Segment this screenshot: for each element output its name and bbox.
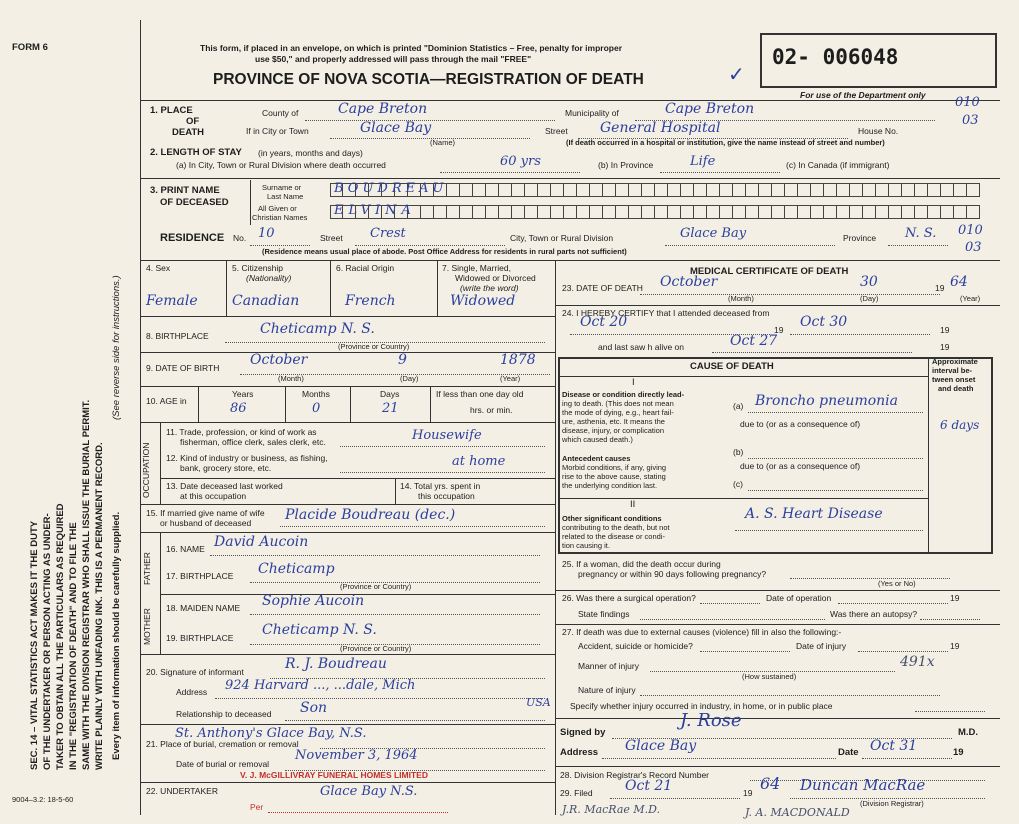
dob-year-value: 1878 bbox=[500, 352, 536, 368]
death-year-sub: (Year) bbox=[960, 294, 981, 303]
death-day-value: 30 bbox=[860, 274, 878, 290]
nature-label: Nature of injury bbox=[578, 685, 636, 695]
date-of-death-label: 23. DATE OF DEATH bbox=[562, 283, 643, 293]
occupation-label: OCCUPATION bbox=[141, 442, 151, 498]
due-to-1: due to (or as a consequence of) bbox=[740, 419, 861, 429]
occ13-label-2: at this occupation bbox=[180, 491, 247, 501]
father-name-value: David Aucoin bbox=[214, 534, 309, 550]
name16-label: 16. NAME bbox=[166, 544, 205, 554]
state-findings-label: State findings bbox=[578, 609, 630, 619]
given-name-cells bbox=[330, 205, 980, 219]
hrs-min-label: hrs. or min. bbox=[470, 405, 513, 415]
residence-note: (Residence means usual place of abode. Post Office Address for residents in rural parts not sufficient) bbox=[262, 247, 627, 256]
code-4: 03 bbox=[965, 240, 982, 255]
attended-to-19: 19 bbox=[940, 325, 950, 335]
birthplace-sub: (Province or Country) bbox=[338, 342, 410, 351]
injury-19: 19 bbox=[950, 641, 960, 651]
undertaker-signature: Glace Bay N.S. bbox=[320, 784, 418, 799]
stay-b-value: Life bbox=[690, 154, 716, 169]
q25-label-2: pregnancy or within 90 days following pregnancy? bbox=[578, 569, 767, 579]
disease-label-5: disease, injury, or complication bbox=[562, 426, 664, 435]
registrar-signature: Duncan MacRae bbox=[800, 776, 926, 794]
birthplace-value: Cheticamp N. S. bbox=[260, 321, 375, 337]
q28-label: 28. Division Registrar's Record Number bbox=[560, 770, 710, 780]
side-notice-3: TAKER TO OBTAIN ALL THE PARTICULARS AS REQUIRED bbox=[55, 503, 66, 770]
attended-from-value: Oct 20 bbox=[580, 314, 628, 330]
stay-c-label: (c) In Canada (if immigrant) bbox=[786, 160, 890, 170]
per-label: Per bbox=[250, 802, 264, 812]
other-conditions-value: A. S. Heart Disease bbox=[745, 506, 883, 522]
racial-label: 6. Racial Origin bbox=[336, 263, 395, 273]
stay-b-label: (b) In Province bbox=[598, 160, 654, 170]
antecedent-label-1: Antecedent causes bbox=[562, 454, 631, 463]
specify-label: Specify whether injury occurred in industry, in home, or in public place bbox=[570, 701, 833, 711]
manner-label: Manner of injury bbox=[578, 661, 639, 671]
industry-value: at home bbox=[452, 454, 506, 469]
street-value: General Hospital bbox=[600, 120, 721, 136]
marital-value: Widowed bbox=[450, 293, 516, 309]
q27-label: 27. If death was due to external causes (violence) fill in also the following:- bbox=[562, 627, 842, 637]
res-street-value: Crest bbox=[370, 226, 406, 241]
county-label: County of bbox=[262, 108, 299, 118]
print-code: 9004–3.2: 18-5-60 bbox=[12, 795, 74, 804]
code-491: 491x bbox=[900, 654, 935, 670]
disease-label-4: ure, asthenia, etc. It means the bbox=[562, 417, 665, 426]
form-title: PROVINCE OF NOVA SCOTIA—REGISTRATION OF DEATH bbox=[213, 71, 644, 88]
burial-date-value: November 3, 1964 bbox=[295, 748, 418, 763]
relationship-label: Relationship to deceased bbox=[176, 709, 272, 719]
house-no-label: House No. bbox=[858, 126, 899, 136]
stay-a-value: 60 yrs bbox=[500, 154, 541, 169]
last-saw-19: 19 bbox=[940, 342, 950, 352]
sig-address-value: Glace Bay bbox=[625, 738, 697, 754]
stay-a-label: (a) In City, Town or Rural Division where death occurred bbox=[176, 160, 386, 170]
months-label: Months bbox=[302, 389, 330, 399]
dob-month-sub: (Month) bbox=[278, 374, 304, 383]
occ11-label-2: fisherman, office clerk, sales clerk, etc. bbox=[180, 437, 326, 447]
sig-date-value: Oct 31 bbox=[870, 738, 918, 754]
usa-value: USA bbox=[526, 696, 551, 709]
sig-date-label: Date bbox=[838, 747, 859, 758]
side-notice-8: Every item of information should be carefully supplied. bbox=[111, 511, 122, 760]
mother-birthplace-value: Cheticamp N. S. bbox=[262, 622, 377, 638]
death-month-value: October bbox=[660, 274, 718, 290]
res-street-label: Street bbox=[320, 233, 343, 243]
birthplace-label: 8. BIRTHPLACE bbox=[146, 331, 209, 341]
sig-date-19: 19 bbox=[953, 747, 964, 758]
interval-label-3: tween onset bbox=[932, 375, 976, 384]
death-month-sub: (Month) bbox=[728, 294, 754, 303]
bottom-signature-1: J.R. MacRae M.D. bbox=[562, 803, 661, 816]
citizenship-value: Canadian bbox=[232, 293, 300, 309]
cause-of-death-title: CAUSE OF DEATH bbox=[690, 361, 774, 372]
occ14-label-1: 14. Total yrs. spent in bbox=[400, 481, 481, 491]
form-id: FORM 6 bbox=[12, 42, 48, 53]
informant-label: 20. Signature of informant bbox=[146, 667, 244, 677]
cause-a-marker: (a) bbox=[733, 401, 744, 411]
place-label-2: OF bbox=[186, 116, 200, 127]
citizenship-label-2: (Nationality) bbox=[246, 273, 292, 283]
other-label-3: related to the disease or condi- bbox=[562, 532, 665, 541]
interval-a-value: 6 days bbox=[940, 418, 980, 432]
racial-value: French bbox=[345, 293, 396, 309]
last-saw-value: Oct 27 bbox=[730, 333, 778, 349]
cause-b-marker: (b) bbox=[733, 447, 744, 457]
cause-a-value: Broncho pneumonia bbox=[755, 393, 898, 409]
birthplace17-label: 17. BIRTHPLACE bbox=[166, 571, 234, 581]
roman-2: II bbox=[630, 499, 636, 510]
wife-label-1: 15. If married give name of wife bbox=[146, 508, 265, 518]
dob-day-value: 9 bbox=[398, 352, 407, 368]
marital-label-3: (write the word) bbox=[460, 283, 519, 293]
given-label-2: Christian Names bbox=[252, 213, 308, 222]
antecedent-label-3: rise to the above cause, stating bbox=[562, 472, 666, 481]
sex-value: Female bbox=[146, 293, 198, 309]
disease-label-2: ing to death. (This does not mean bbox=[562, 399, 674, 408]
code-3: 010 bbox=[958, 223, 983, 238]
print-name-label-2: OF DECEASED bbox=[160, 197, 229, 208]
residence-label: RESIDENCE bbox=[160, 232, 225, 244]
occ11-label-1: 11. Trade, profession, or kind of work as bbox=[166, 427, 317, 437]
registration-number-box bbox=[760, 33, 997, 88]
registrar-sub: (Division Registrar) bbox=[860, 799, 924, 808]
code-2: 03 bbox=[962, 113, 979, 128]
due-to-2: due to (or as a consequence of) bbox=[740, 461, 861, 471]
occ12-label-1: 12. Kind of industry or business, as fishing, bbox=[166, 453, 328, 463]
surname-label-2: Last Name bbox=[267, 192, 304, 201]
mother-label: MOTHER bbox=[142, 608, 152, 645]
q25-label-1: 25. If a woman, did the death occur during bbox=[562, 559, 721, 569]
other-label-1: Other significant conditions bbox=[562, 514, 662, 523]
years-label: Years bbox=[232, 389, 254, 399]
occ12-label-2: bank, grocery store, etc. bbox=[180, 463, 272, 473]
how-sustained-sub: (How sustained) bbox=[742, 672, 797, 681]
disease-label-3: the mode of dying, e.g., heart fail- bbox=[562, 408, 674, 417]
city-label: If in City or Town bbox=[246, 126, 309, 136]
surname-label-1: Surname or bbox=[262, 183, 302, 192]
dob-month-value: October bbox=[250, 352, 308, 368]
code-1: 010 bbox=[955, 95, 980, 110]
burial-date-label: Date of burial or removal bbox=[176, 759, 270, 769]
street-label: Street bbox=[545, 126, 568, 136]
yes-no-sub: (Yes or No) bbox=[878, 579, 916, 588]
date-of-operation-label: Date of operation bbox=[766, 593, 832, 603]
length-of-stay-label: 2. LENGTH OF STAY bbox=[150, 147, 242, 158]
marital-label-2: Widowed or Divorced bbox=[455, 273, 536, 283]
place-label-3: DEATH bbox=[172, 127, 205, 138]
sig-address-label: Address bbox=[560, 747, 599, 758]
province-label: Province bbox=[843, 233, 877, 243]
city-name-sub: (Name) bbox=[430, 138, 456, 147]
interval-label-2: interval be- bbox=[932, 366, 973, 375]
disease-label-6: which caused death.) bbox=[562, 435, 633, 444]
last-saw-label: and last saw h alive on bbox=[598, 342, 684, 352]
signed-by-label: Signed by bbox=[560, 727, 606, 738]
marital-label-1: 7. Single, Married, bbox=[442, 263, 511, 273]
print-name-label-1: 3. PRINT NAME bbox=[150, 185, 220, 196]
given-names-value: ELVINA bbox=[334, 203, 416, 218]
given-label-1: All Given or bbox=[258, 204, 297, 213]
informant-address-label: Address bbox=[176, 687, 208, 697]
death-year-prefix: 19 bbox=[935, 283, 945, 293]
side-notice-1: SEC. 14 – VITAL STATISTICS ACT MAKES IT THE DUTY bbox=[29, 520, 40, 770]
accident-label: Accident, suicide or homicide? bbox=[578, 641, 693, 651]
filed-19: 19 bbox=[743, 788, 753, 798]
date-of-injury-label: Date of injury bbox=[796, 641, 847, 651]
death-year-value: 64 bbox=[950, 274, 968, 290]
occ14-label-2: this occupation bbox=[418, 491, 475, 501]
dept-use: For use of the Department only bbox=[800, 90, 926, 100]
father-birthplace-value: Cheticamp bbox=[258, 561, 335, 577]
county-value: Cape Breton bbox=[338, 101, 428, 117]
municipality-label: Municipality of bbox=[565, 108, 619, 118]
side-notice-2: OF THE UNDERTAKER OR PERSON ACTING AS UNDER- bbox=[42, 513, 53, 770]
res-city-label: City, Town or Rural Division bbox=[510, 233, 614, 243]
burial-place-label: 21. Place of burial, cremation or removal bbox=[146, 739, 299, 749]
autopsy-label: Was there an autopsy? bbox=[830, 609, 918, 619]
antecedent-label-4: the underlying condition last. bbox=[562, 481, 658, 490]
check-mark-icon: ✓ bbox=[728, 64, 745, 86]
md-label: M.D. bbox=[958, 727, 979, 738]
res-city-value: Glace Bay bbox=[680, 226, 747, 241]
burial-place-value: St. Anthony's Glace Bay, N.S. bbox=[175, 726, 367, 741]
wife-husband-value: Placide Boudreau (dec.) bbox=[285, 507, 456, 523]
undertaker-label: 22. UNDERTAKER bbox=[146, 786, 218, 796]
funeral-home-stamp: V. J. McGILLIVRAY FUNERAL HOMES LIMITED bbox=[240, 770, 428, 780]
filed-year-value: 64 bbox=[760, 774, 781, 793]
hospital-note: (If death occurred in a hospital or institution, give the name instead of street and number) bbox=[566, 138, 885, 147]
municipality-value: Cape Breton bbox=[665, 101, 755, 117]
length-of-stay-sub: (in years, months and days) bbox=[258, 148, 363, 158]
res-no-value: 10 bbox=[258, 226, 275, 241]
informant-value: R. J. Boudreau bbox=[285, 656, 387, 672]
dob-year-sub: (Year) bbox=[500, 374, 521, 383]
less-than-day-label: If less than one day old bbox=[436, 389, 524, 399]
dob-day-sub: (Day) bbox=[400, 374, 419, 383]
bottom-signature-2: J. A. MACDONALD bbox=[745, 806, 850, 819]
informant-address-value: 924 Harvard ..., ...dale, Mich bbox=[225, 678, 416, 693]
interval-label-4: and death bbox=[938, 384, 974, 393]
maiden18-label: 18. MAIDEN NAME bbox=[166, 603, 241, 613]
envelope-note-2: use $50," and properly addressed will pass through the mail "FREE" bbox=[255, 54, 532, 64]
death-day-sub: (Day) bbox=[860, 294, 879, 303]
filed-date-value: Oct 21 bbox=[625, 778, 673, 794]
age-days-value: 21 bbox=[382, 401, 399, 416]
relationship-value: Son bbox=[300, 700, 328, 716]
envelope-note-1: This form, if placed in an envelope, on which is printed "Dominion Statistics – Free, penalty for improper bbox=[200, 43, 623, 53]
citizenship-label-1: 5. Citizenship bbox=[232, 263, 284, 273]
birthplace17-sub: (Province or Country) bbox=[340, 582, 412, 591]
occupation-value: Housewife bbox=[412, 428, 482, 443]
attended-to-value: Oct 30 bbox=[800, 314, 848, 330]
res-province-value: N. S. bbox=[905, 226, 937, 241]
father-label: FATHER bbox=[142, 552, 152, 585]
side-notice-4: IN THE "REGISTRATION OF DEATH" AND TO FILE THE bbox=[68, 522, 79, 770]
birthplace19-sub: (Province or Country) bbox=[340, 644, 412, 653]
cause-c-marker: (c) bbox=[733, 479, 743, 489]
q26-label: 26. Was there a surgical operation? bbox=[562, 593, 696, 603]
medical-cert-title: MEDICAL CERTIFICATE OF DEATH bbox=[690, 266, 849, 277]
certify-label: 24. I HEREBY CERTIFY that I attended deceased from bbox=[562, 308, 770, 318]
res-no-label: No. bbox=[233, 233, 247, 243]
side-notice-7: (See reverse side for instructions.) bbox=[111, 275, 122, 420]
other-label-4: tion causing it. bbox=[562, 541, 610, 550]
days-label: Days bbox=[380, 389, 400, 399]
attended-from-19: 19 bbox=[774, 325, 784, 335]
sex-label: 4. Sex bbox=[146, 263, 171, 273]
operation-19: 19 bbox=[950, 593, 960, 603]
mother-maiden-value: Sophie Aucoin bbox=[262, 593, 365, 609]
disease-label-1: Disease or condition directly lead- bbox=[562, 390, 685, 399]
occ13-label-1: 13. Date deceased last worked bbox=[166, 481, 283, 491]
registration-number: 02- 006048 bbox=[772, 45, 899, 69]
dob-label: 9. DATE OF BIRTH bbox=[146, 363, 220, 373]
birthplace19-label: 19. BIRTHPLACE bbox=[166, 633, 234, 643]
side-notice-5: SAME WITH THE DIVISION REGISTRAR WHO SHALL ISSUE THE BURIAL PERMIT. bbox=[81, 399, 92, 770]
place-label-1: 1. PLACE bbox=[150, 105, 193, 116]
signer-signature: J. Rose bbox=[680, 710, 742, 731]
antecedent-label-2: Morbid conditions, if any, giving bbox=[562, 463, 667, 472]
age-label: 10. AGE in bbox=[146, 396, 187, 406]
interval-label-1: Approximate bbox=[932, 357, 978, 366]
roman-1: I bbox=[632, 377, 635, 388]
age-months-value: 0 bbox=[312, 401, 321, 416]
q29-label: 29. Filed bbox=[560, 788, 593, 798]
other-label-2: contributing to the death, but not bbox=[562, 523, 670, 532]
age-years-value: 86 bbox=[230, 401, 247, 416]
surname-value: BOUDREAU bbox=[334, 181, 448, 196]
wife-label-2: or husband of deceased bbox=[160, 518, 252, 528]
city-value: Glace Bay bbox=[360, 120, 432, 136]
side-notice-6: WRITE PLAINLY WITH UNFADING INK. THIS IS A PERMANENT RECORD. bbox=[94, 442, 105, 770]
